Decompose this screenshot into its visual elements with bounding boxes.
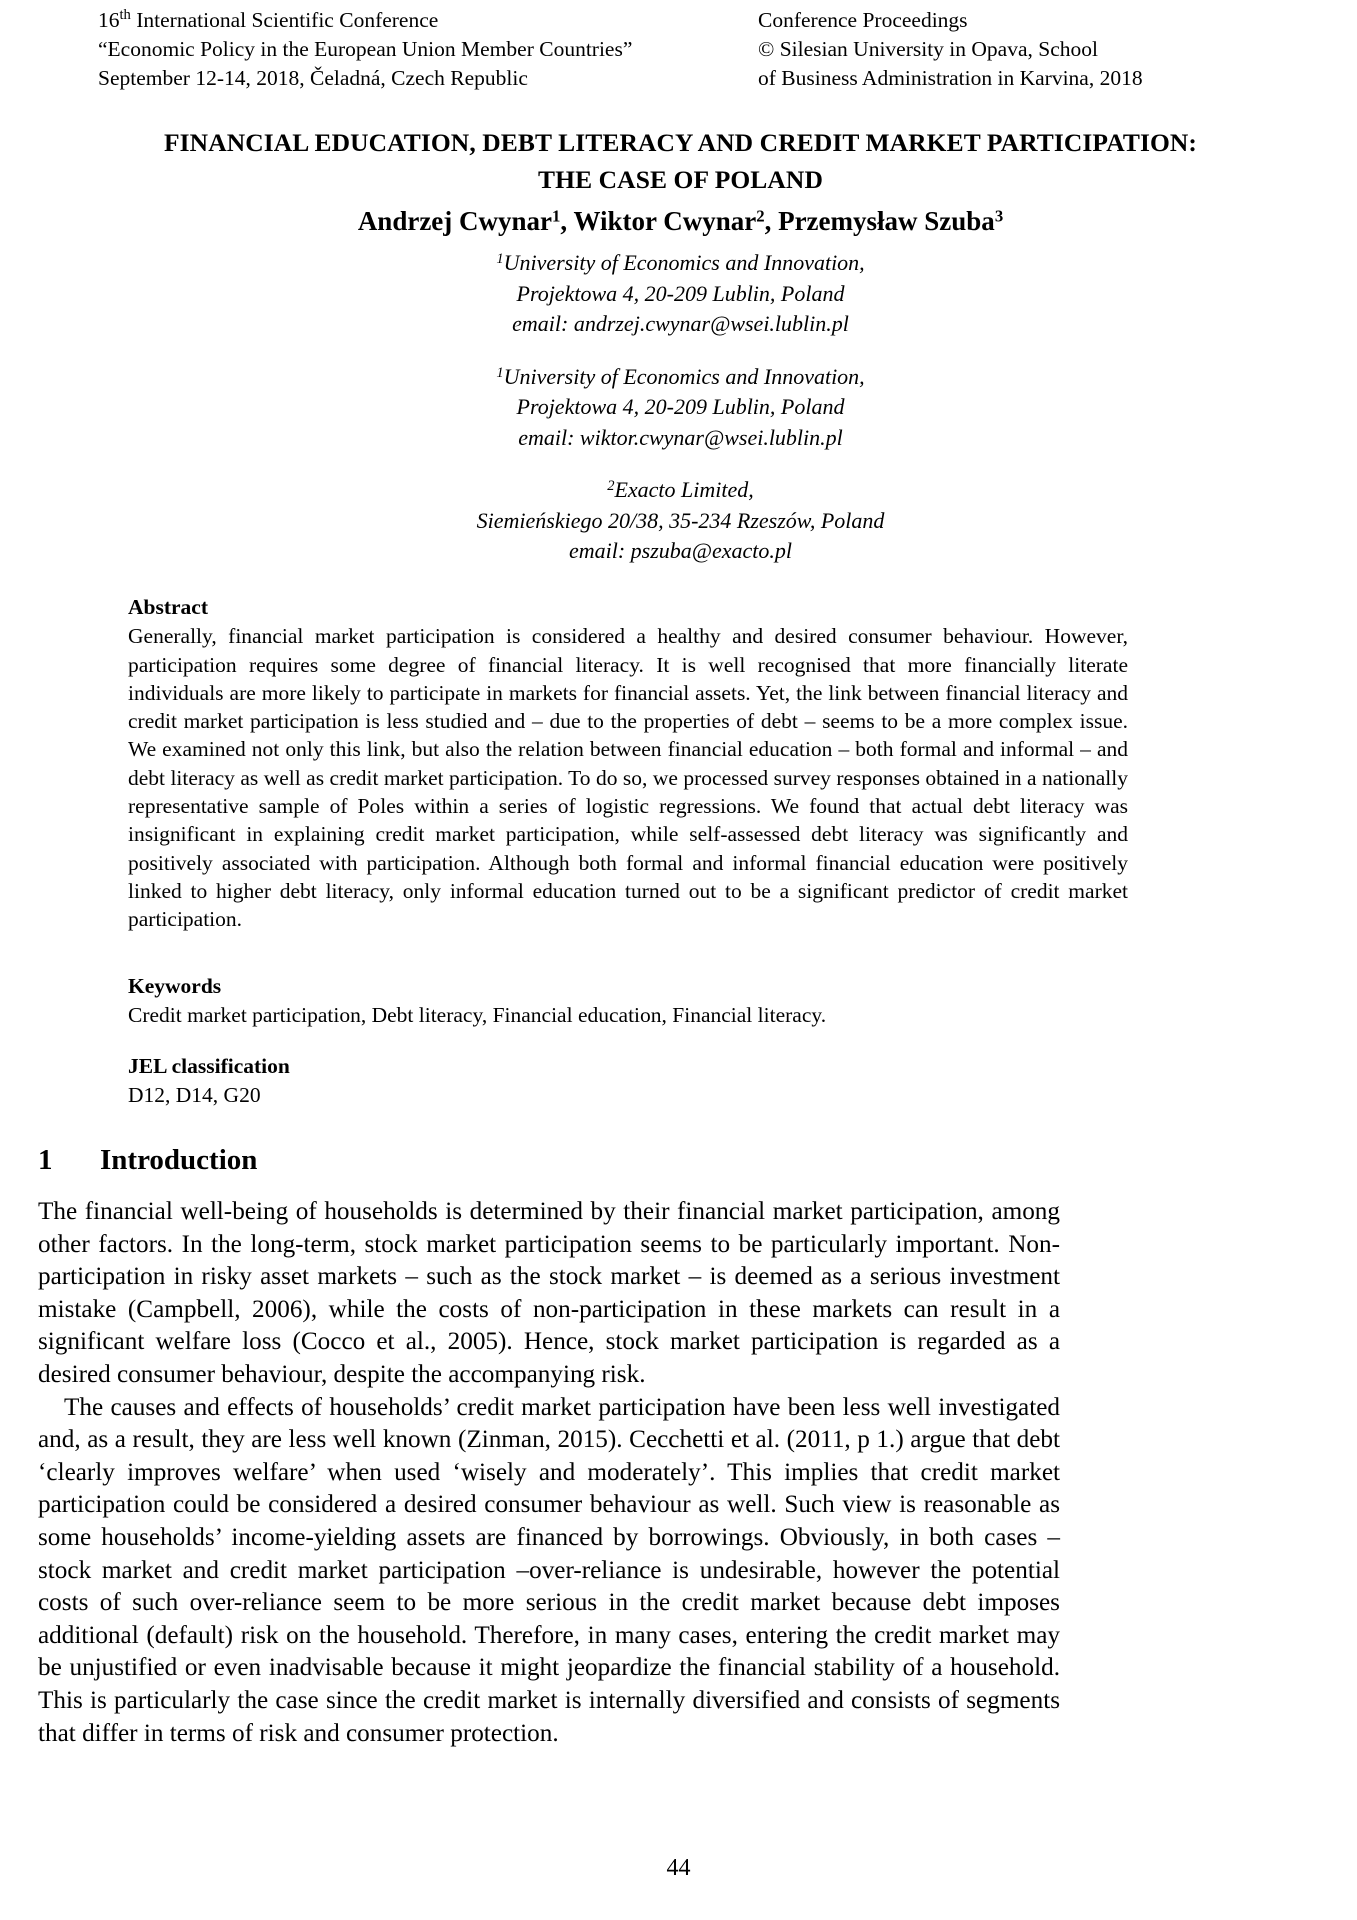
abstract-body: Generally, financial market participation is considered a healthy and desired consumer behaviour. However, participation requires some degree of financial literacy. It is well recognised that more financially literate individuals are more likely to participate in markets for financial assets. Yet, the link between financial literacy and credit market participation is less studied and – due to the properties of debt – seems to be a more complex issue. We examined not only this link, but also the relation between financial education – both formal and informal – and debt literacy as well as credit market participation. To do so, we processed survey responses obtained in a nationally representative sample of Poles within a series of logistic regressions. We found that actual debt literacy was insignificant in explaining credit market participation, while self-assessed debt literacy was significantly and positively associated with participation. Although both formal and informal financial education were positively linked to higher debt literacy, only informal education turned out to be a significant predictor of credit market participation. [128, 624, 1128, 932]
affiliation-email[interactable]: email: andrzej.cwynar@wsei.lublin.pl [512, 311, 849, 336]
abstract-heading: Abstract [128, 595, 209, 619]
affiliation-marker: 1 [496, 250, 504, 267]
jel-body: D12, D14, G20 [128, 1083, 261, 1108]
running-head-left-line2: “Economic Policy in the European Union Member Countries” [98, 37, 633, 61]
running-head-left-line1: 16th International Scientific Conference [98, 6, 439, 32]
affiliation-marker: 1 [496, 364, 504, 381]
paragraph: The financial well-being of households is determined by their financial market participation, among other factors. In the long-term, stock market participation seems to be particularly important. Non-participation in risky asset markets – such as the stock market – is deemed as a serious investment mistake (Campbell, 2006), while the costs of non-participation in these markets can result in a significant welfare loss (Cocco et al., 2005). Hence, stock market participation is regarded as a desired consumer behaviour, despite the accompanying risk. [38, 1198, 1060, 1388]
introduction-body [38, 1196, 1060, 1750]
affiliation-block [98, 475, 1263, 567]
author-separator-2: , [764, 206, 779, 236]
author-2-affiliation-marker: 2 [756, 206, 765, 226]
author-3-affiliation-marker: 3 [994, 206, 1004, 226]
affiliation-address: Projektowa 4, 20-209 Lublin, Poland [516, 394, 845, 419]
jel-classification-section [128, 1052, 1128, 1110]
running-head-left [98, 6, 758, 93]
author-2-name: Wiktor Cwynar [573, 206, 757, 236]
affiliation-email[interactable]: email: pszuba@exacto.pl [568, 538, 793, 563]
author-3-name: Przemysław Szuba [778, 206, 995, 236]
author-1-name: Andrzej Cwynar [357, 206, 553, 236]
section-title: Introduction [100, 1144, 258, 1176]
ordinal-suffix: th [119, 6, 131, 23]
jel-heading: JEL classification [128, 1054, 290, 1078]
affiliation-block [98, 362, 1263, 454]
paragraph: The causes and effects of households’ credit market participation have been less well investigated and, as a result, they are less well known (Zinman, 2015). Cecchetti et al. (2011, p 1.) argue that debt ‘clearly improves welfare’ when used ‘wisely and moderately’. This implies that credit market participation could be considered a desired consumer behaviour as well. Such view is reasonable as some households’ income-yielding assets are financed by borrowings. Obviously, in both cases – stock market and credit market participation –over-reliance is undesirable, however the potential costs of such over-reliance seem to be more serious in the credit market because debt imposes additional (default) risk on the household. Therefore, in many cases, entering the credit market may be unjustified or even inadvisable because it might jeopardize the financial stability of a household. This is particularly the case since the credit market is internally diversified and consists of segments that differ in terms of risk and consumer protection. [38, 1393, 1060, 1747]
affiliation-email[interactable]: email: wiktor.cwynar@wsei.lublin.pl [518, 424, 843, 450]
keywords-section [128, 972, 1128, 1030]
running-head-right-line3: of Business Administration in Karvina, 2018 [758, 66, 1143, 90]
running-head-right-line2: © Silesian University in Opava, School [758, 37, 1098, 61]
affiliation-address: Projektowa 4, 20-209 Lublin, Poland [516, 280, 845, 306]
abstract-section [128, 593, 1128, 934]
affiliation-block [98, 248, 1263, 340]
affiliation-institution: $^2$Exacto Limited, [607, 477, 754, 502]
keywords-heading: Keywords [128, 974, 222, 998]
running-head-right [758, 6, 1258, 93]
affiliation-institution: $^1$University of Economics and Innovation, [496, 363, 865, 389]
keywords-body: Credit market participation, Debt literacy, Financial education, Financial literacy. [128, 1003, 827, 1028]
section-heading-introduction [38, 1143, 1118, 1177]
section-number: 1 [38, 1144, 53, 1176]
author-1-affiliation-marker: 1 [552, 206, 561, 226]
running-head-right-line1: Conference Proceedings [758, 8, 968, 32]
page-number: 44 [666, 1855, 691, 1881]
affiliation-institution: $^1$University of Economics and Innovation, [496, 250, 865, 275]
affiliation-list [98, 248, 1263, 589]
affiliation-address: Siemieńskiego 20/38, 35-234 Rzeszów, Poland [476, 507, 885, 533]
page-title-line2: THE CASE OF POLAND [538, 165, 823, 194]
running-head-left-line3: September 12-14, 2018, Čeladná, Czech Republic [98, 66, 528, 90]
running-head [98, 6, 1268, 93]
affiliation-marker: 2 [607, 477, 615, 494]
page-title [98, 124, 1263, 198]
author-list [98, 204, 1263, 238]
page-title-line1: FINANCIAL EDUCATION, DEBT LITERACY AND CREDIT MARKET PARTICIPATION: [163, 128, 1198, 157]
author-separator-1: , [560, 206, 574, 236]
